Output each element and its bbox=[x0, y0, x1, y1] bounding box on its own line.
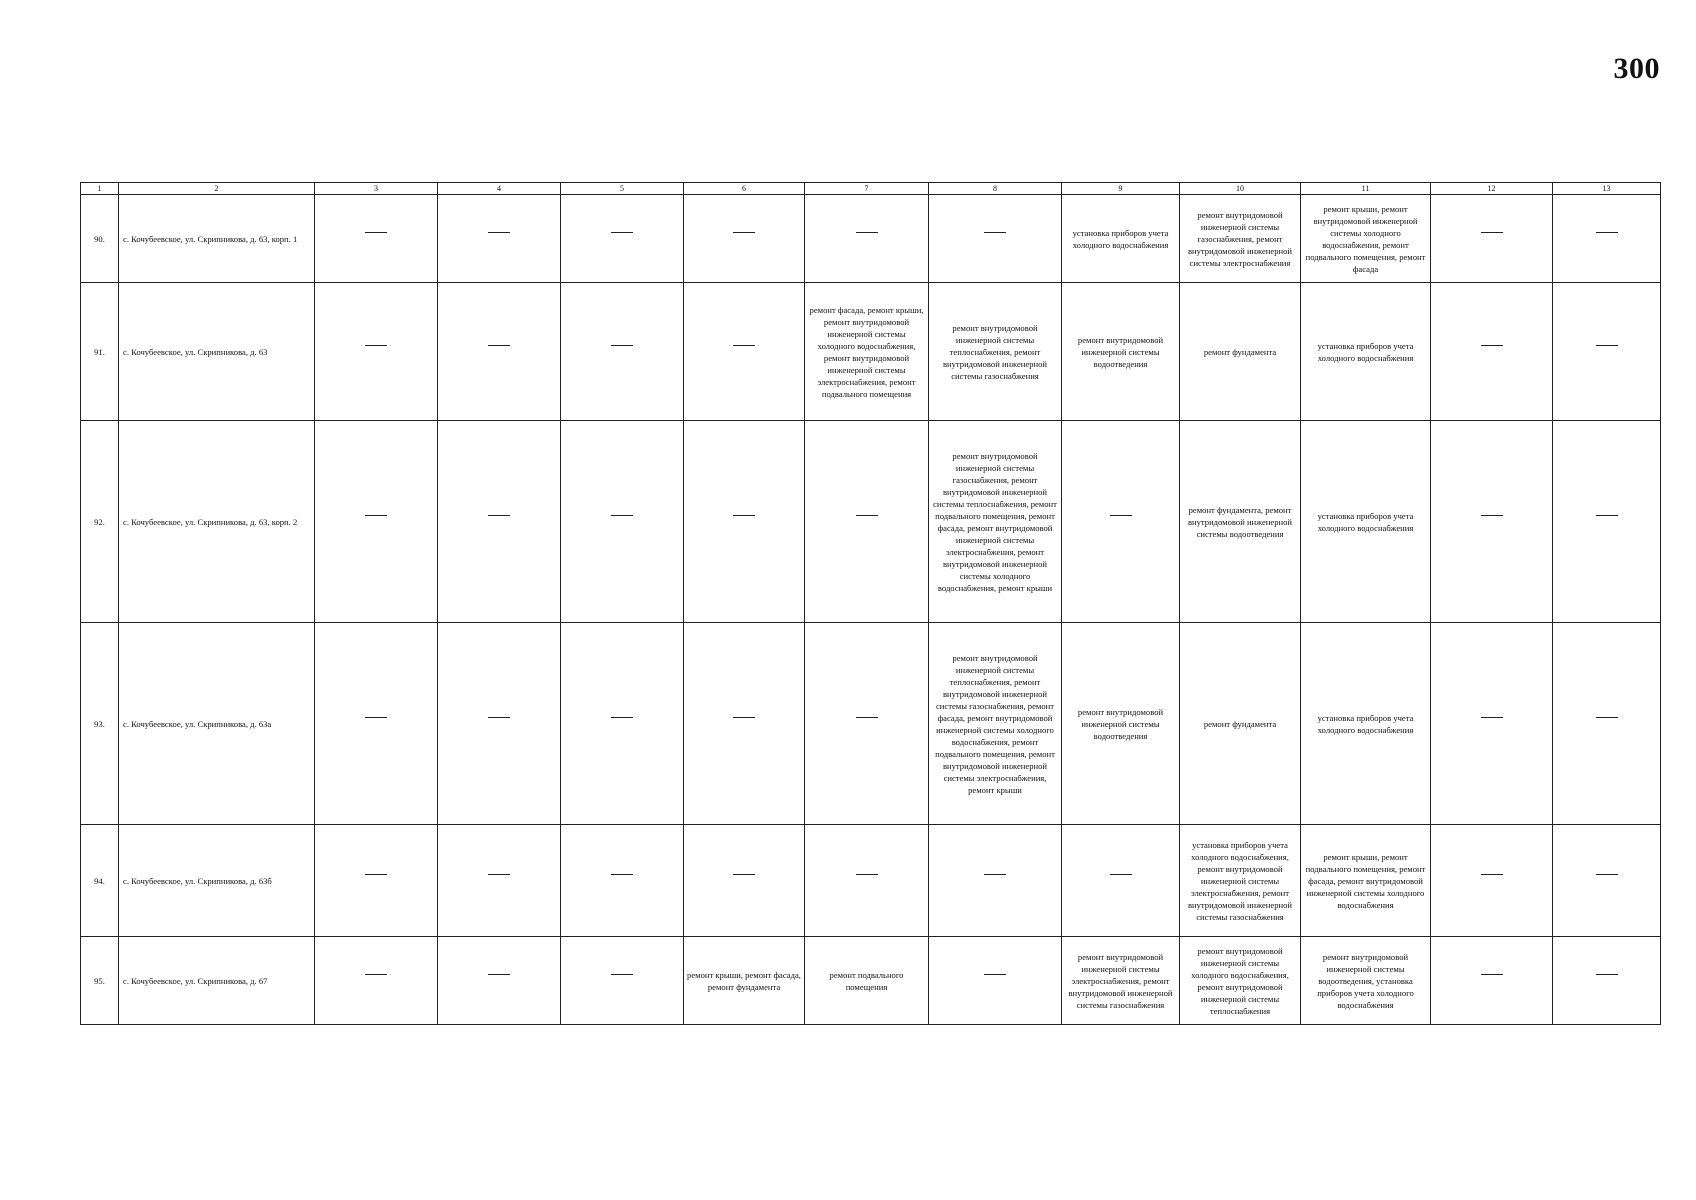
work-description: ремонт внутридомовой инженерной системы газоснабжения, ремонт внутридомовой инженерной системы теплоснабжения, ремонт подвального помещения, ремонт фасада, ремонт внутридомовой инженерной системы электроснабжения, ремонт внутридомовой инженерной системы холодного водоснабжения, ремонт крыши bbox=[933, 450, 1057, 593]
empty-dash bbox=[365, 874, 387, 887]
work-description: ремонт подвального помещения bbox=[829, 969, 904, 992]
work-cell-col-11 bbox=[1301, 421, 1431, 623]
empty-dash bbox=[488, 515, 510, 528]
row-number bbox=[81, 421, 119, 623]
work-description: ремонт внутридомовой инженерной системы водоотведения bbox=[1077, 706, 1164, 741]
work-cell-col-8 bbox=[929, 937, 1062, 1025]
empty-dash bbox=[365, 345, 387, 358]
work-cell-col-4 bbox=[438, 283, 561, 421]
work-cell-col-4 bbox=[438, 623, 561, 825]
work-cell-col-5 bbox=[561, 937, 684, 1025]
work-cell-col-5 bbox=[561, 283, 684, 421]
empty-dash bbox=[611, 515, 633, 528]
work-cell-col-5 bbox=[561, 623, 684, 825]
work-cell-col-13 bbox=[1553, 937, 1661, 1025]
row-number-text: 94. bbox=[94, 875, 105, 886]
empty-dash bbox=[1110, 874, 1132, 887]
work-cell-col-11 bbox=[1301, 825, 1431, 937]
address-cell bbox=[119, 195, 315, 283]
work-description: ремонт внутридомовой инженерной системы водоотведения bbox=[1077, 334, 1164, 369]
work-description: ремонт фундамента bbox=[1203, 718, 1277, 729]
work-description: ремонт внутридомовой инженерной системы теплоснабжения, ремонт внутридомовой инженерной системы газоснабжения, ремонт фасада, ремонт внутридомовой инженерной системы холодного водоснабжения, ремонт подвального помещения, ремонт внутридомовой инженерной системы электроснабжения, ремонт крыши bbox=[935, 652, 1055, 795]
empty-dash bbox=[856, 717, 878, 730]
address-cell bbox=[119, 421, 315, 623]
empty-dash bbox=[611, 717, 633, 730]
work-cell-col-3 bbox=[315, 825, 438, 937]
empty-dash bbox=[365, 232, 387, 245]
empty-dash bbox=[1596, 515, 1618, 528]
row-number bbox=[81, 195, 119, 283]
work-description: установка приборов учета холодного водоснабжения bbox=[1317, 510, 1414, 533]
column-header-10: 10 bbox=[1180, 183, 1301, 195]
address-text: с. Кочубеевское, ул. Скрипникова, д. 63б bbox=[123, 875, 272, 886]
column-header-12: 12 bbox=[1431, 183, 1553, 195]
work-cell-col-7 bbox=[805, 283, 929, 421]
work-cell-col-7 bbox=[805, 937, 929, 1025]
work-cell-col-3 bbox=[315, 623, 438, 825]
work-cell-col-10 bbox=[1180, 825, 1301, 937]
address-cell bbox=[119, 283, 315, 421]
work-cell-col-4 bbox=[438, 937, 561, 1025]
table-row bbox=[81, 937, 1661, 1025]
table-row bbox=[81, 623, 1661, 825]
address-text: с. Кочубеевское, ул. Скрипникова, д. 63, корп. 2 bbox=[123, 516, 298, 527]
empty-dash bbox=[1481, 232, 1503, 245]
empty-dash bbox=[488, 874, 510, 887]
work-cell-col-13 bbox=[1553, 195, 1661, 283]
work-cell-col-8 bbox=[929, 421, 1062, 623]
work-description: установка приборов учета холодного водоснабжения bbox=[1317, 340, 1414, 363]
work-cell-col-7 bbox=[805, 825, 929, 937]
empty-dash bbox=[984, 874, 1006, 887]
work-cell-col-5 bbox=[561, 421, 684, 623]
work-cell-col-3 bbox=[315, 937, 438, 1025]
work-cell-col-11 bbox=[1301, 937, 1431, 1025]
column-header-4: 4 bbox=[438, 183, 561, 195]
empty-dash bbox=[733, 515, 755, 528]
work-cell-col-11 bbox=[1301, 623, 1431, 825]
empty-dash bbox=[611, 232, 633, 245]
row-number-text: 92. bbox=[94, 516, 105, 527]
row-number bbox=[81, 937, 119, 1025]
work-cell-col-3 bbox=[315, 195, 438, 283]
work-description: ремонт крыши, ремонт внутридомовой инженерной системы холодного водоснабжения, ремонт подвального помещения, ремонт фасада bbox=[1305, 203, 1426, 274]
work-description: ремонт фундамента bbox=[1203, 346, 1277, 357]
work-cell-col-13 bbox=[1553, 421, 1661, 623]
empty-dash bbox=[1481, 345, 1503, 358]
work-cell-col-10 bbox=[1180, 421, 1301, 623]
work-cell-col-10 bbox=[1180, 195, 1301, 283]
work-cell-col-9 bbox=[1062, 195, 1180, 283]
repair-schedule-table bbox=[80, 182, 1661, 1025]
work-cell-col-12 bbox=[1431, 195, 1553, 283]
work-cell-col-11 bbox=[1301, 283, 1431, 421]
empty-dash bbox=[488, 232, 510, 245]
work-cell-col-10 bbox=[1180, 283, 1301, 421]
address-text: с. Кочубеевское, ул. Скрипникова, д. 67 bbox=[123, 975, 268, 986]
column-header-9: 9 bbox=[1062, 183, 1180, 195]
empty-dash bbox=[856, 515, 878, 528]
empty-dash bbox=[488, 345, 510, 358]
work-cell-col-5 bbox=[561, 195, 684, 283]
empty-dash bbox=[365, 515, 387, 528]
address-cell bbox=[119, 623, 315, 825]
empty-dash bbox=[1481, 717, 1503, 730]
work-cell-col-12 bbox=[1431, 283, 1553, 421]
work-description: ремонт внутридомовой инженерной системы теплоснабжения, ремонт внутридомовой инженерной системы газоснабжения bbox=[942, 322, 1048, 381]
empty-dash bbox=[611, 974, 633, 987]
work-cell-col-8 bbox=[929, 195, 1062, 283]
empty-dash bbox=[1481, 874, 1503, 887]
work-cell-col-5 bbox=[561, 825, 684, 937]
work-cell-col-6 bbox=[684, 421, 805, 623]
column-header-11: 11 bbox=[1301, 183, 1431, 195]
work-cell-col-12 bbox=[1431, 825, 1553, 937]
column-header-8: 8 bbox=[929, 183, 1062, 195]
work-cell-col-12 bbox=[1431, 937, 1553, 1025]
work-cell-col-9 bbox=[1062, 825, 1180, 937]
work-description: установка приборов учета холодного водоснабжения bbox=[1072, 227, 1169, 250]
empty-dash bbox=[1481, 515, 1503, 528]
work-cell-col-4 bbox=[438, 195, 561, 283]
empty-dash bbox=[733, 345, 755, 358]
work-cell-col-7 bbox=[805, 421, 929, 623]
work-cell-col-13 bbox=[1553, 283, 1661, 421]
work-description: ремонт фасада, ремонт крыши, ремонт внутридомовой инженерной системы холодного водоснабжения, ремонт внутридомовой инженерной системы электроснабжения, ремонт подвального помещения bbox=[809, 304, 924, 399]
row-number-text: 93. bbox=[94, 718, 105, 729]
address-text: с. Кочубеевское, ул. Скрипникова, д. 63, корп. 1 bbox=[123, 233, 298, 244]
work-cell-col-4 bbox=[438, 421, 561, 623]
column-header-5: 5 bbox=[561, 183, 684, 195]
work-cell-col-13 bbox=[1553, 825, 1661, 937]
row-number bbox=[81, 623, 119, 825]
work-cell-col-8 bbox=[929, 825, 1062, 937]
row-number-text: 95. bbox=[94, 975, 105, 986]
empty-dash bbox=[856, 874, 878, 887]
address-cell bbox=[119, 825, 315, 937]
work-cell-col-13 bbox=[1553, 623, 1661, 825]
work-cell-col-12 bbox=[1431, 421, 1553, 623]
work-cell-col-6 bbox=[684, 283, 805, 421]
address-text: с. Кочубеевское, ул. Скрипникова, д. 63а bbox=[123, 718, 272, 729]
work-cell-col-7 bbox=[805, 195, 929, 283]
work-cell-col-10 bbox=[1180, 623, 1301, 825]
work-cell-col-8 bbox=[929, 283, 1062, 421]
table-row bbox=[81, 421, 1661, 623]
work-description: ремонт внутридомовой инженерной системы газоснабжения, ремонт внутридомовой инженерной системы электроснабжения bbox=[1187, 209, 1293, 268]
column-header-2: 2 bbox=[119, 183, 315, 195]
table-body bbox=[81, 195, 1661, 1025]
column-number-header-row bbox=[81, 183, 1661, 195]
work-cell-col-7 bbox=[805, 623, 929, 825]
work-description: ремонт внутридомовой инженерной системы электроснабжения, ремонт внутридомовой инженерной системы газоснабжения bbox=[1068, 951, 1173, 1010]
work-cell-col-4 bbox=[438, 825, 561, 937]
empty-dash bbox=[733, 232, 755, 245]
work-description: ремонт внутридомовой инженерной системы холодного водоснабжения, ремонт внутридомовой инженерной системы теплоснабжения bbox=[1191, 945, 1289, 1016]
work-cell-col-6 bbox=[684, 623, 805, 825]
empty-dash bbox=[856, 232, 878, 245]
address-cell bbox=[119, 937, 315, 1025]
column-header-7: 7 bbox=[805, 183, 929, 195]
work-description: ремонт внутридомовой инженерной системы водоотведения, установка приборов учета холодного водоснабжения bbox=[1317, 951, 1414, 1010]
table-row bbox=[81, 825, 1661, 937]
column-header-6: 6 bbox=[684, 183, 805, 195]
row-number bbox=[81, 825, 119, 937]
empty-dash bbox=[1596, 345, 1618, 358]
table-row bbox=[81, 195, 1661, 283]
row-number-text: 91. bbox=[94, 346, 105, 357]
page-number: 300 bbox=[1613, 52, 1660, 85]
work-cell-col-3 bbox=[315, 421, 438, 623]
row-number-text: 90. bbox=[94, 233, 105, 244]
work-cell-col-3 bbox=[315, 283, 438, 421]
empty-dash bbox=[1596, 232, 1618, 245]
empty-dash bbox=[611, 874, 633, 887]
work-cell-col-9 bbox=[1062, 937, 1180, 1025]
empty-dash bbox=[1596, 974, 1618, 987]
work-cell-col-9 bbox=[1062, 283, 1180, 421]
empty-dash bbox=[733, 717, 755, 730]
work-description: установка приборов учета холодного водоснабжения, ремонт внутридомовой инженерной системы электроснабжения, ремонт внутридомовой инженерной системы газоснабжения bbox=[1187, 839, 1293, 922]
work-cell-col-8 bbox=[929, 623, 1062, 825]
empty-dash bbox=[1481, 974, 1503, 987]
work-cell-col-10 bbox=[1180, 937, 1301, 1025]
empty-dash bbox=[733, 874, 755, 887]
empty-dash bbox=[1596, 874, 1618, 887]
column-header-1: 1 bbox=[81, 183, 119, 195]
work-cell-col-9 bbox=[1062, 623, 1180, 825]
empty-dash bbox=[1596, 717, 1618, 730]
work-description: установка приборов учета холодного водоснабжения bbox=[1317, 712, 1414, 735]
empty-dash bbox=[984, 232, 1006, 245]
work-description: ремонт крыши, ремонт подвального помещения, ремонт фасада, ремонт внутридомовой инженерной системы холодного водоснабжения bbox=[1305, 851, 1426, 910]
empty-dash bbox=[488, 974, 510, 987]
column-header-3: 3 bbox=[315, 183, 438, 195]
work-cell-col-12 bbox=[1431, 623, 1553, 825]
work-cell-col-6 bbox=[684, 195, 805, 283]
empty-dash bbox=[365, 974, 387, 987]
row-number bbox=[81, 283, 119, 421]
work-cell-col-11 bbox=[1301, 195, 1431, 283]
empty-dash bbox=[1110, 515, 1132, 528]
work-cell-col-6 bbox=[684, 937, 805, 1025]
address-text: с. Кочубеевское, ул. Скрипникова, д. 63 bbox=[123, 346, 268, 357]
work-description: ремонт фундамента, ремонт внутридомовой инженерной системы водоотведения bbox=[1187, 504, 1293, 539]
work-description: ремонт крыши, ремонт фасада, ремонт фундамента bbox=[687, 969, 801, 992]
empty-dash bbox=[611, 345, 633, 358]
work-cell-col-6 bbox=[684, 825, 805, 937]
empty-dash bbox=[984, 974, 1006, 987]
empty-dash bbox=[488, 717, 510, 730]
table-row bbox=[81, 283, 1661, 421]
column-header-13: 13 bbox=[1553, 183, 1661, 195]
work-cell-col-9 bbox=[1062, 421, 1180, 623]
empty-dash bbox=[365, 717, 387, 730]
